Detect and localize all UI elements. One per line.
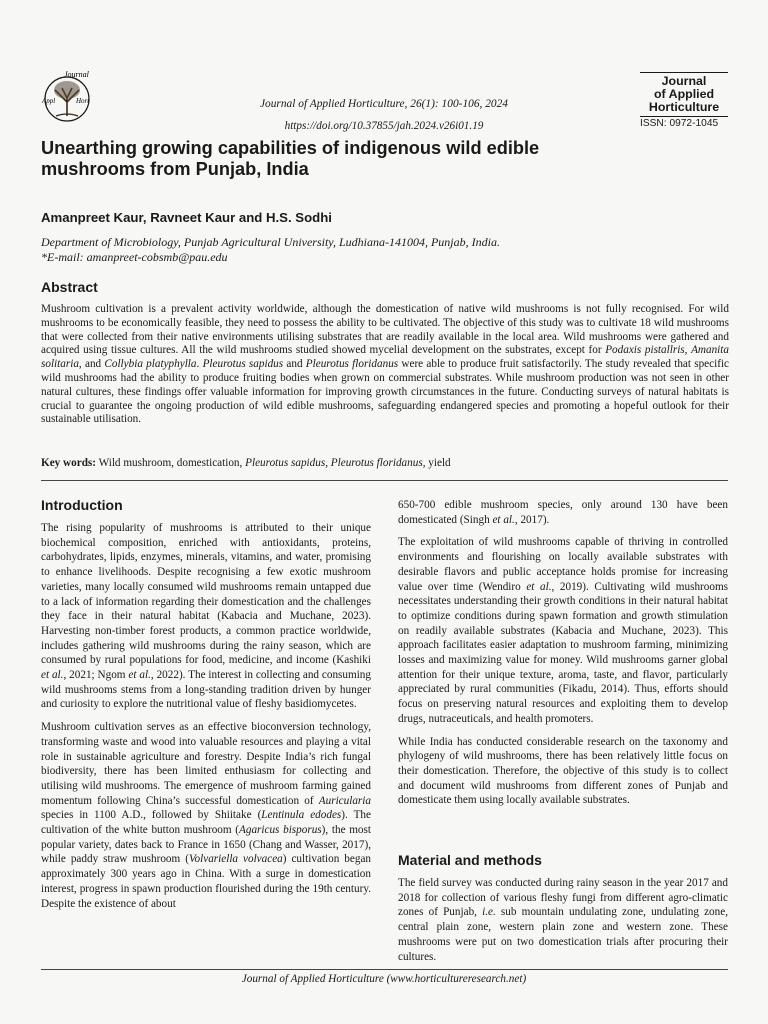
affiliation: Department of Microbiology, Punjab Agricultural University, Ludhiana-141004, Punjab, India. — [41, 235, 500, 249]
divider-top — [41, 480, 728, 481]
journal-name-line3: Horticulture — [648, 100, 720, 115]
methods-column — [398, 876, 728, 972]
introduction-heading: Introduction — [41, 497, 123, 513]
email: *E-mail: amanpreet-cobsmb@pau.edu — [41, 250, 228, 264]
right-column — [398, 498, 728, 816]
species-name: Podaxis pistallris — [605, 344, 685, 357]
article-title — [41, 138, 721, 180]
intro-paragraph-3: 650-700 edible mushroom species, only around 130 have been domesticated (Singh et al., 2017). — [398, 499, 728, 526]
keywords: Key words: Wild mushroom, domestication, Pleurotus sapidus, Pleurotus floridanus, yield — [41, 457, 451, 469]
journal-rule-bottom — [640, 116, 728, 117]
divider-bottom — [41, 969, 728, 970]
keywords-label: Key words: — [41, 457, 96, 469]
journal-rule-top — [640, 72, 728, 73]
species-name: Collybia platyphylla — [104, 358, 197, 371]
journal-name — [640, 75, 728, 114]
authors: Amanpreet Kaur, Ravneet Kaur and H.S. Sodhi — [41, 210, 332, 225]
species-name: Pleurotus sapidus — [202, 358, 284, 371]
intro-paragraph-5: While India has conducted considerable research on the taxonomy and phylogeny of wild mushrooms, there has been relatively little focus on their domestication. Therefore, the objective of this study is to collect and document wild mushrooms from different zones of Punjab and domesticate them using locally available substrates. — [398, 735, 728, 807]
journal-name-block — [640, 72, 728, 129]
journal-logo — [38, 68, 96, 126]
species-name: Amanita solitaria — [41, 344, 729, 371]
title-line-2: mushrooms from Punjab, India — [41, 159, 309, 179]
intro-paragraph-1: The rising popularity of mushrooms is attributed to their unique biochemical composition, enriched with antioxidants, proteins, carbohydrates, lipids, enzymes, minerals, vitamins, and water, promising to enhance livelihoods. Despite recognising a few exotic mushroom varieties, many locally consumed wild mushrooms remain untapped due to a lack of information regarding their domestication and the challenges they face in their natural habitat (Kabacia and Muchane, 2023). Harvesting non-timber forest products, a common practice worldwide, includes gathering wild mushrooms during the rainy season, which are consumed by rural populations for food, medicine, and income (Kashiki et al., 2021; Ngom et al., 2022). The interest in collecting and consuming wild mushrooms stems from a long-standing tradition driven by hunger and curiosity to explore the nutritional value of fleshy basidiomycetes. — [41, 522, 371, 711]
affiliation-block — [41, 235, 731, 265]
svg-text:Hort: Hort — [76, 97, 90, 105]
footer: Journal of Applied Horticulture (www.horticultureresearch.net) — [241, 973, 527, 985]
abstract-heading: Abstract — [41, 279, 98, 295]
intro-paragraph-2: Mushroom cultivation serves as an effective bioconversion technology, transforming waste and wood into valuable resources and playing a vital role in sustainable agriculture and forestry. Despite India’s rich fungal biodiversity, there has been limited enthusiasm for collecting and utilising wild mushrooms. The emergence of mushroom farming gained momentum following China’s successful domestication of Auricularia species in 1100 A.D., followed by Shiitake (Lentinula edodes). The cultivation of the white button mushroom (Agaricus bisporus), the most popular variety, dates back to France in 1650 (Chang and Wasser, 2017), while paddy straw mushroom (Volvariella volvacea) cultivation began approximately 300 years ago in China. With a surge in domestication interest, progress in spawn production flourished during the 19th century. Despite the existence of about — [41, 721, 372, 910]
citation-line: Journal of Applied Horticulture, 26(1): 100-106, 2024 — [259, 98, 509, 110]
journal-name-line2: of Applied — [653, 87, 715, 102]
svg-text:Appl: Appl — [42, 97, 56, 105]
left-column — [41, 521, 371, 919]
journal-name-line1: Journal — [661, 74, 707, 89]
tree-logo-icon — [38, 68, 96, 126]
svg-text:Journal: Journal — [64, 70, 89, 79]
methods-heading: Material and methods — [398, 852, 542, 868]
issn: ISSN: 0972-1045 — [640, 118, 719, 130]
title-line-1: Unearthing growing capabilities of indigenous wild edible — [41, 138, 540, 158]
species-name: Pleurotus floridanus — [305, 358, 399, 371]
intro-paragraph-4: The exploitation of wild mushrooms capable of thriving in controlled environments and flourishing on locally available substrates with desirable flavors and public acceptance holds promise for increasing value over time (Wendiro et al., 2019). Cultivating wild mushrooms necessitates understanding their growth conditions in their natural habitat to optimize conditions during spawn formation and growth stimulation on readily available substrates (Kabacia and Muchane, 2023). This approach facilitates easier adaptation to mushroom farming, minimizing losses and maximizing value for money. Wild mushrooms garner global attention for their unique texture, aroma, taste, and flavor, particularly appreciated by rural communities (Fikadu, 2014). Thus, efforts should focus on preserving natural resources and exploiting them to develop drugs, nutraceuticals, and health promoters. — [398, 536, 729, 725]
doi-link[interactable]: https://doi.org/10.37855/jah.2024.v26i01.19 — [284, 120, 484, 132]
abstract-text: Mushroom cultivation is a prevalent activity worldwide, although the domestication of native wild mushrooms is not fully recognised. For wild mushrooms to be economically feasible, they need to possess the ability to be cultivated. The objective of this study was to cultivate 18 wild mushrooms that were collected from their native environments utilising substrates that are readily available in the local area. Wild mushrooms were gathered and acquired using tissue cultures. All the wild mushrooms studied showed mycelial development on the substrates, except for Podaxis pistallris, Amanita solitaria, and Collybia platyphylla. Pleurotus sapidus and Pleurotus floridanus were able to produce fruit satisfactorily. The study revealed that specific wild mushrooms had the ability to produce fruiting bodies when grown on commercial substrates. While mushroom production was not seen in other natural cultures, these findings offer valuable information for improving growth circumstances in the future. Conducting surveys of natural habitats is crucial to guarantee the ongoing production of wild edible mushrooms, safeguarding endangered species and promoting a hopeful outlook for their sustainable utilisation. — [41, 303, 730, 426]
methods-paragraph-1: The field survey was conducted during rainy season in the year 2017 and 2018 for collection of various fleshy fungi from different agro-climatic zones of Punjab, i.e. sub mountain undulating zone, undulating zone, central plain zone, western plain zone and western zone. These mushrooms were put on two domestication trials after procuring their cultures. — [398, 877, 728, 963]
